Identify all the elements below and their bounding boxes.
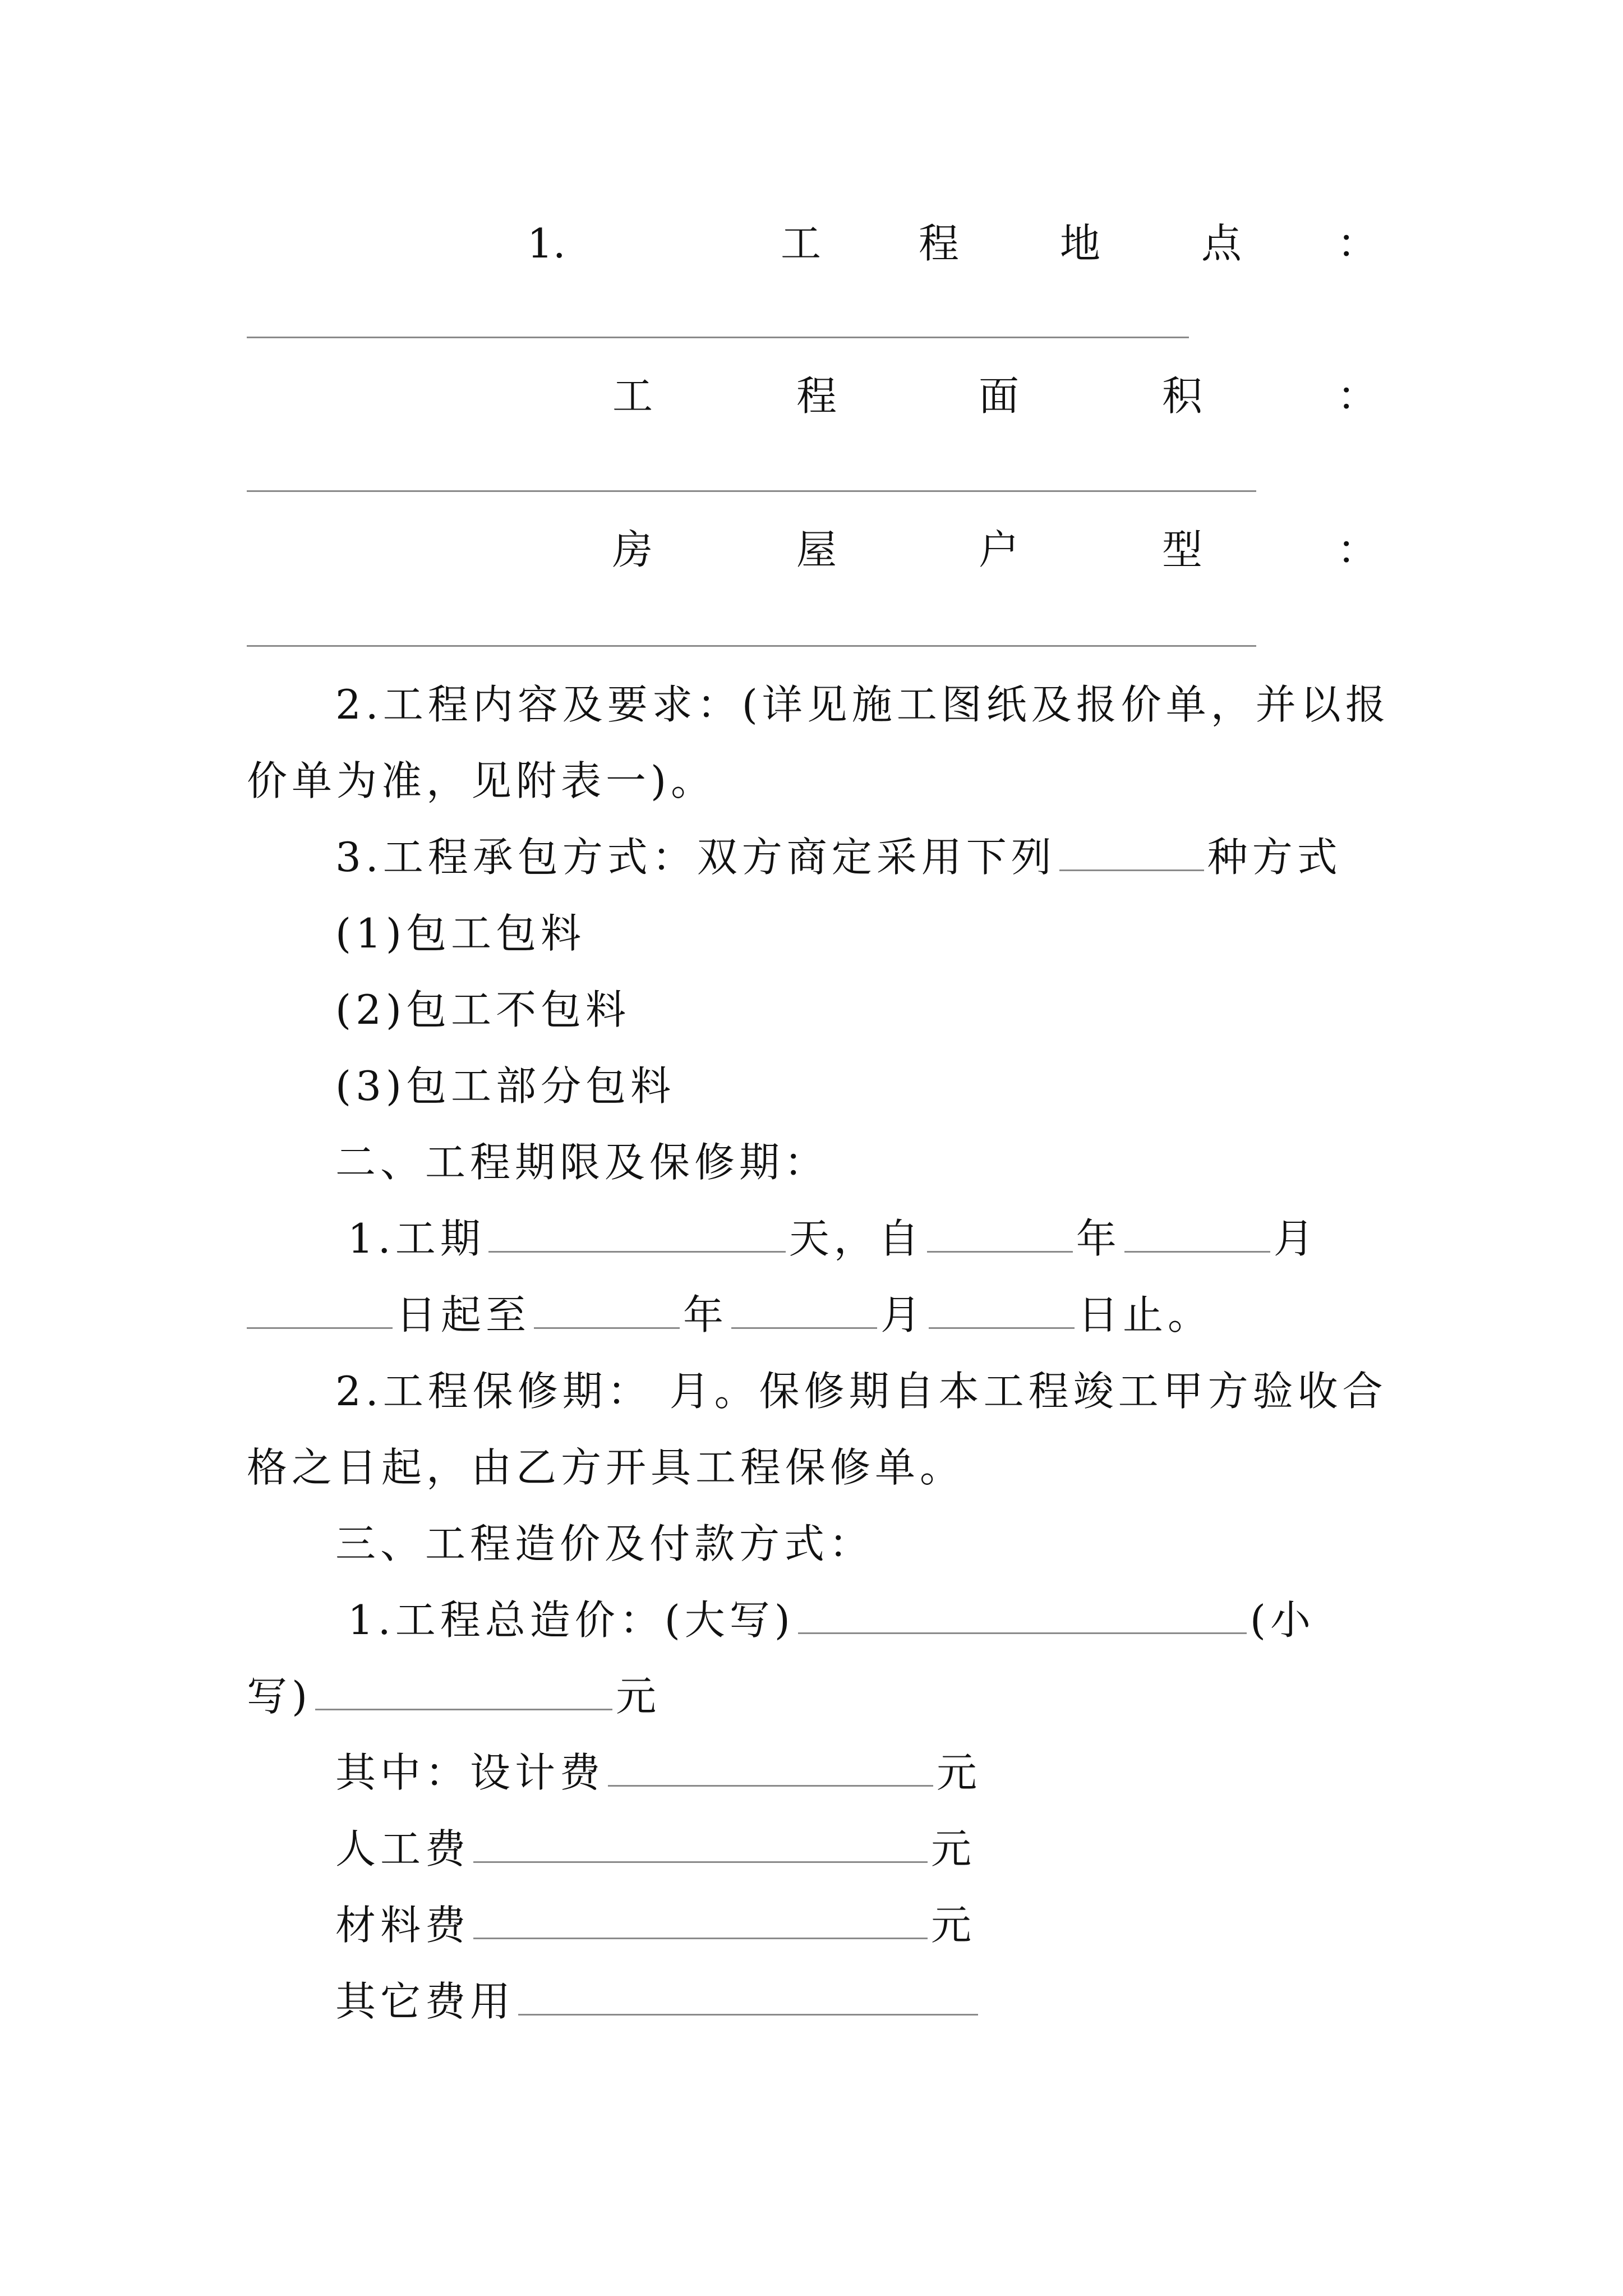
period-from: 天，自 xyxy=(789,1215,924,1262)
type-colon: ： xyxy=(1337,526,1378,573)
location-char-2: 程 xyxy=(919,220,960,267)
material-fee-label: 材料费 xyxy=(335,1902,471,1949)
total-line2 xyxy=(247,1673,661,1720)
end-month-blank[interactable] xyxy=(731,1327,877,1329)
warranty-line2: 格之日起，由乙方开具工程保修单。 xyxy=(247,1444,965,1491)
other-fee-line xyxy=(335,1978,981,2025)
area-char-4: 积 xyxy=(1162,372,1203,420)
end-year-blank[interactable] xyxy=(534,1327,680,1329)
total-small-label-b: 写) xyxy=(247,1673,312,1720)
area-char-3: 面 xyxy=(979,372,1020,420)
labor-fee-line xyxy=(335,1825,976,1872)
item3-line xyxy=(335,834,1342,881)
start-day-blank[interactable] xyxy=(247,1327,393,1329)
item1-number: 1. xyxy=(527,220,566,267)
item2-line1: 2.工程内容及要求：(详见施工图纸及报价单，并以报 xyxy=(335,681,1390,728)
item3-blank[interactable] xyxy=(1059,869,1204,871)
other-fee-blank[interactable] xyxy=(518,2014,978,2016)
type-char-3: 户 xyxy=(979,526,1020,573)
period-to: 日起至 xyxy=(396,1291,531,1338)
end-month-unit: 月 xyxy=(880,1291,926,1338)
period-line2 xyxy=(247,1291,1213,1338)
labor-fee-unit: 元 xyxy=(931,1825,976,1872)
labor-fee-blank[interactable] xyxy=(473,1861,928,1863)
period-label: 1.工期 xyxy=(348,1215,485,1262)
option-2: (2)包工不包料 xyxy=(335,986,630,1033)
period-line1 xyxy=(348,1215,1318,1262)
other-fee-label: 其它费用 xyxy=(335,1978,515,2025)
location-char-1: 工 xyxy=(781,220,822,267)
start-month-blank[interactable] xyxy=(1124,1251,1270,1253)
total-capital-blank[interactable] xyxy=(798,1632,1247,1634)
type-char-2: 屋 xyxy=(796,526,837,573)
area-colon: ： xyxy=(1337,372,1378,420)
total-small-label-a: (小 xyxy=(1249,1596,1315,1644)
location-colon: ： xyxy=(1337,220,1378,267)
section3-heading: 三、工程造价及付款方式： xyxy=(335,1520,874,1567)
days-blank[interactable] xyxy=(488,1251,786,1253)
material-fee-blank[interactable] xyxy=(473,1938,928,1939)
option-1: (1)包工包料 xyxy=(335,910,585,957)
end-day-unit: 日止。 xyxy=(1078,1291,1213,1338)
option-3: (3)包工部分包料 xyxy=(335,1062,675,1110)
location-char-4: 点 xyxy=(1201,220,1242,267)
design-fee-blank[interactable] xyxy=(608,1785,933,1787)
warranty-line1: 2.工程保修期： 月。保修期自本工程竣工甲方验收合 xyxy=(335,1368,1387,1415)
item3-prefix: 3.工程承包方式：双方商定采用下列 xyxy=(335,834,1056,881)
item3-suffix: 种方式 xyxy=(1207,834,1342,881)
total-line1 xyxy=(348,1596,1315,1644)
section2-heading: 二、工程期限及保修期： xyxy=(335,1139,829,1186)
area-char-2: 程 xyxy=(796,372,837,420)
area-blank[interactable] xyxy=(247,490,1256,492)
labor-fee-label: 人工费 xyxy=(335,1825,471,1872)
location-blank[interactable] xyxy=(247,337,1189,338)
area-char-1: 工 xyxy=(612,372,653,420)
start-month-unit: 月 xyxy=(1273,1215,1318,1262)
end-year-unit: 年 xyxy=(683,1291,728,1338)
material-fee-unit: 元 xyxy=(931,1902,976,1949)
design-fee-line xyxy=(335,1749,982,1796)
start-year-unit: 年 xyxy=(1076,1215,1121,1262)
total-small-blank[interactable] xyxy=(315,1709,612,1710)
item2-line2: 价单为准，见附表一)。 xyxy=(247,757,716,804)
type-char-1: 房 xyxy=(612,526,653,573)
type-char-4: 型 xyxy=(1162,526,1203,573)
start-year-blank[interactable] xyxy=(927,1251,1073,1253)
location-char-3: 地 xyxy=(1060,220,1101,267)
design-fee-unit: 元 xyxy=(937,1749,982,1796)
total-capital-label: 1.工程总造价：(大写) xyxy=(348,1596,795,1644)
material-fee-line xyxy=(335,1902,976,1949)
total-unit: 元 xyxy=(616,1673,661,1720)
type-blank[interactable] xyxy=(247,645,1256,647)
design-fee-label: 其中：设计费 xyxy=(335,1749,605,1796)
end-day-blank[interactable] xyxy=(929,1327,1075,1329)
